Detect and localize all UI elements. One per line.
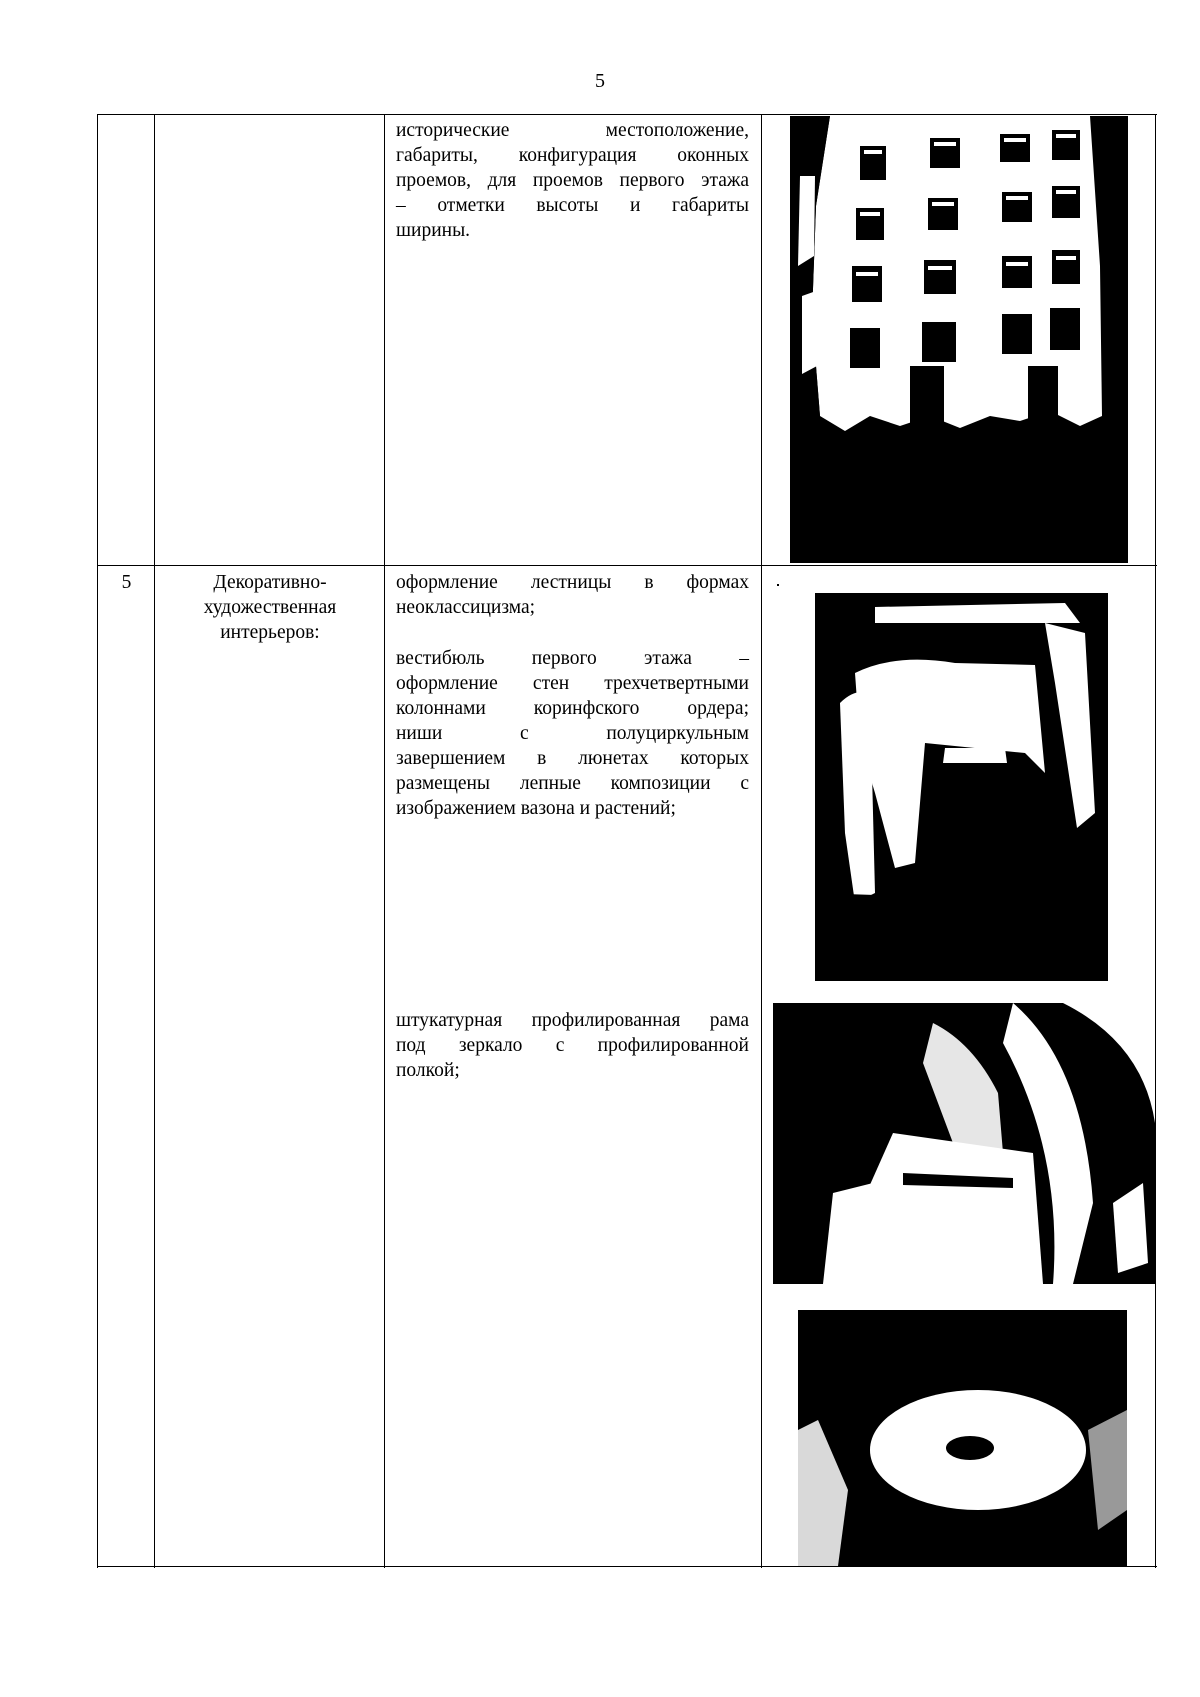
text-line: вестибюль первого этажа – (396, 648, 749, 669)
col-border-1 (97, 114, 98, 1568)
text-line: оформление стен трехчетвертными (396, 673, 749, 694)
row-number: 5 (121, 572, 132, 593)
col-border-3 (384, 114, 385, 1568)
col-border-2 (154, 114, 155, 1568)
text-line: изображением вазона и растений; (396, 798, 676, 819)
col-border-4 (761, 114, 762, 1568)
text-line: Декоративно- (213, 572, 327, 593)
text-line: габариты, конфигурация оконных (396, 145, 749, 166)
text-line: ширины. (396, 220, 471, 241)
description-item-staircase (396, 570, 749, 620)
col-border-5 (1155, 114, 1156, 1568)
text-line: – отметки высоты и габариты (396, 195, 749, 216)
page-number: 5 (595, 70, 605, 92)
text-line: завершением в люнетах которых (396, 748, 749, 769)
stray-mark (777, 584, 779, 586)
ceiling-rosette-photo (798, 1310, 1127, 1566)
text-line: размещены лепные композиции с (396, 773, 749, 794)
text-line: колоннами коринфского ордера; (396, 698, 749, 719)
text-line: штукатурная профилированная рама (396, 1010, 749, 1031)
courtyard-facade-photo (790, 116, 1128, 563)
description-item-mirror-frame (396, 1008, 749, 1083)
text-line: проемов, для проемов первого этажа (396, 170, 749, 191)
text-line: полкой; (396, 1060, 460, 1081)
table-border-top (97, 114, 1157, 115)
text-line: ниши с полуциркульным (396, 723, 749, 744)
protected-subject-description (396, 118, 749, 243)
text-line: интерьеров: (220, 622, 320, 643)
row-divider (97, 565, 1157, 566)
text-line: под зеркало с профилированной (396, 1035, 749, 1056)
text-line: художественная (203, 597, 337, 618)
arched-niche-photo (773, 1003, 1155, 1284)
text-line: исторические местоположение, (396, 120, 749, 141)
table-border-bottom (97, 1566, 1157, 1567)
vestibule-doorway-photo (815, 593, 1108, 981)
text-line: оформление лестницы в формах (396, 572, 749, 593)
text-line: неоклассицизма; (396, 597, 536, 618)
protected-subject-name (157, 570, 383, 645)
description-item-vestibule (396, 646, 749, 821)
heritage-table (97, 114, 1157, 1568)
